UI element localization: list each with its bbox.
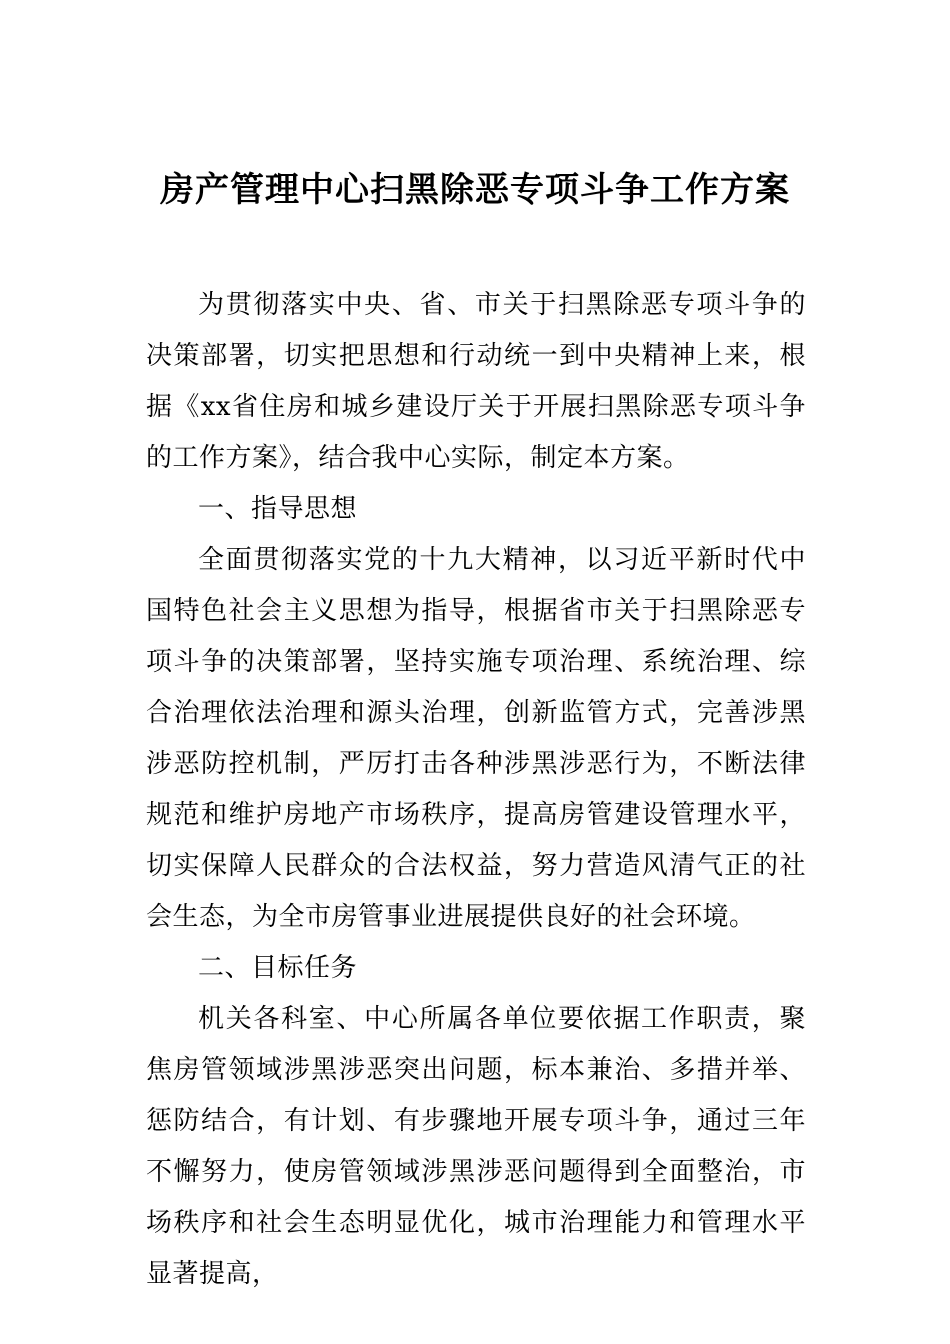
section-heading-guiding-thought: 一、指导思想 (198, 494, 358, 524)
document-body (146, 280, 806, 1300)
document-title: 房产管理中心扫黑除恶专项斗争工作方案 (160, 170, 790, 210)
paragraph-intro: 为贯彻落实中央、省、市关于扫黑除恶专项斗争的决策部署，切实把思想和行动统一到中央精神上来，根据《xx省住房和城乡建设厅关于开展扫黑除恶专项斗争的工作方案》，结合我中心实际，制定本方案。 (146, 290, 806, 473)
section-heading-goals: 二、目标任务 (198, 953, 358, 983)
paragraph-guiding-thought: 全面贯彻落实党的十九大精神，以习近平新时代中国特色社会主义思想为指导，根据省市关于扫黑除恶专项斗争的决策部署，坚持实施专项治理、系统治理、综合治理依法治理和源头治理，创新监管方式，完善涉黑涉恶防控机制，严厉打击各种涉黑涉恶行为，不断法律规范和维护房地产市场秩序，提高房管建设管理水平，切实保障人民群众的合法权益，努力营造风清气正的社会生态，为全市房管事业进展提供良好的社会环境。 (146, 545, 806, 932)
paragraph-goals: 机关各科室、中心所属各单位要依据工作职责，聚焦房管领域涉黑涉恶突出问题，标本兼治、多措并举、惩防结合，有计划、有步骤地开展专项斗争，通过三年不懈努力，使房管领域涉黑涉恶问题得到全面整治，市场秩序和社会生态明显优化，城市治理能力和管理水平显著提高， (146, 1004, 806, 1289)
